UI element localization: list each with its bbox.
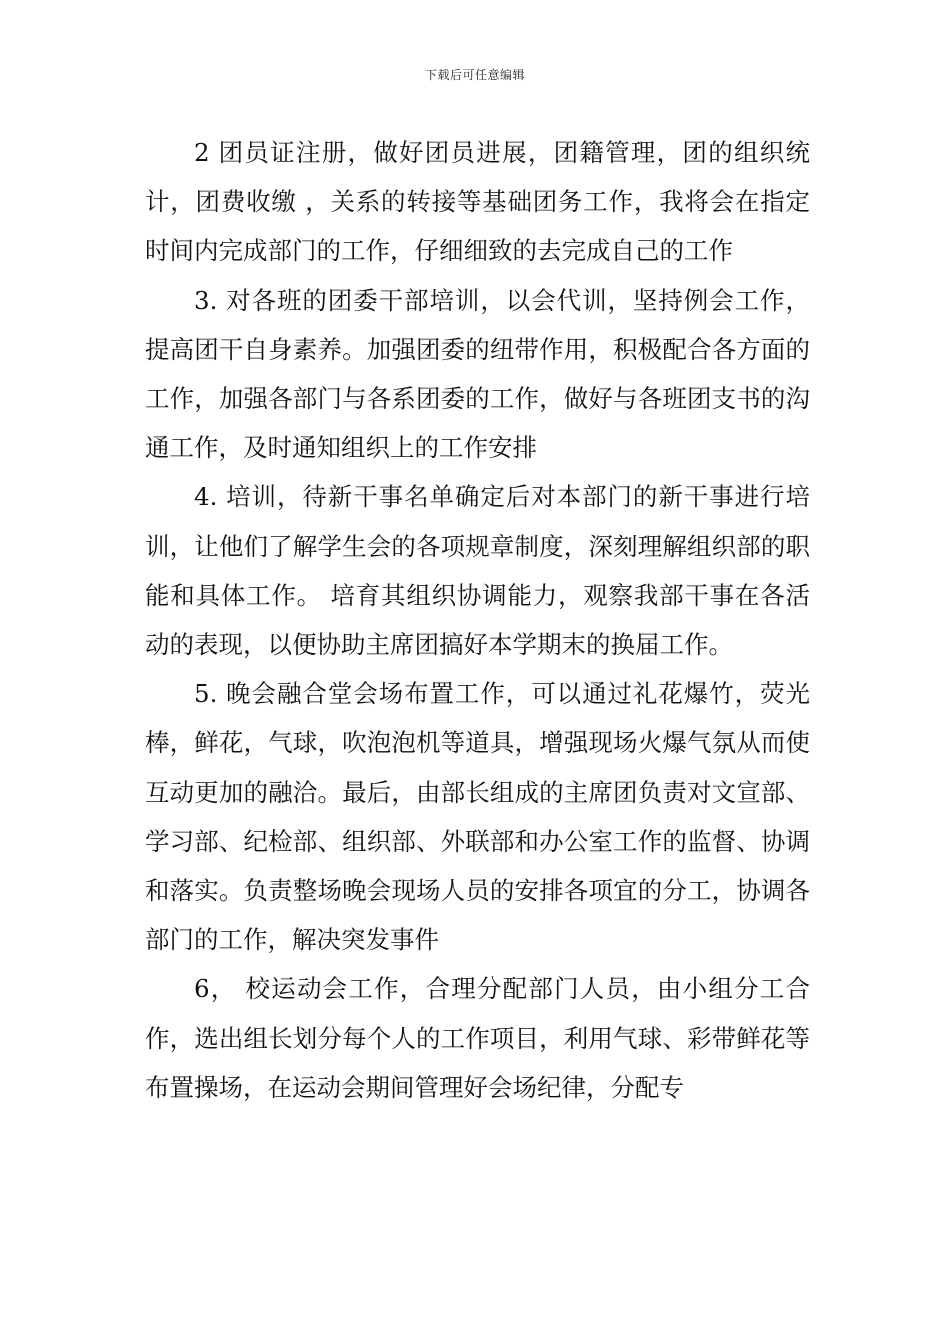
header-note: 下载后可任意编辑 [424, 68, 525, 82]
document-body [145, 128, 810, 1112]
paragraph-item-4: 4. 培训，待新干事名单确定后对本部门的新干事进行培训，让他们了解学生会的各项规章制度，深刻理解组织部的职能和具体工作。 培育其组织协调能力，观察我部干事在各活动的表现，以便协助主席团搞好本学期末的换届工作。 [145, 482, 810, 660]
paragraph-item-2: 2 团员证注册，做好团员进展，团籍管理，团的组织统计，团费收缴 ，关系的转接等基础团务工作，我将会在指定时间内完成部门的工作，仔细细致的去完成自己的工作 [145, 138, 810, 266]
paragraph-item-5: 5. 晚会融合堂会场布置工作，可以通过礼花爆竹，荧光棒，鲜花，气球，吹泡泡机等道具，增强现场火爆气氛从而使互动更加的融洽。最后，由部长组成的主席团负责对文宣部、学习部、纪检部、组织部、外联部和办公室工作的监督、协调和落实。负责整场晚会现场人员的安排各项宜的分工，协调各部门的工作，解决突发事件 [145, 679, 810, 955]
paragraph-item-3: 3. 对各班的团委干部培训，以会代训，坚持例会工作，提高团干自身素养。加强团委的纽带作用，积极配合各方面的工作，加强各部门与各系团委的工作，做好与各班团支书的沟通工作，及时通知组织上的工作安排 [145, 285, 810, 463]
paragraph-item-6: 6， 校运动会工作，合理分配部门人员，由小组分工合作，选出组长划分每个人的工作项目，利用气球、彩带鲜花等布置操场，在运动会期间管理好会场纪律，分配专 [145, 974, 810, 1102]
